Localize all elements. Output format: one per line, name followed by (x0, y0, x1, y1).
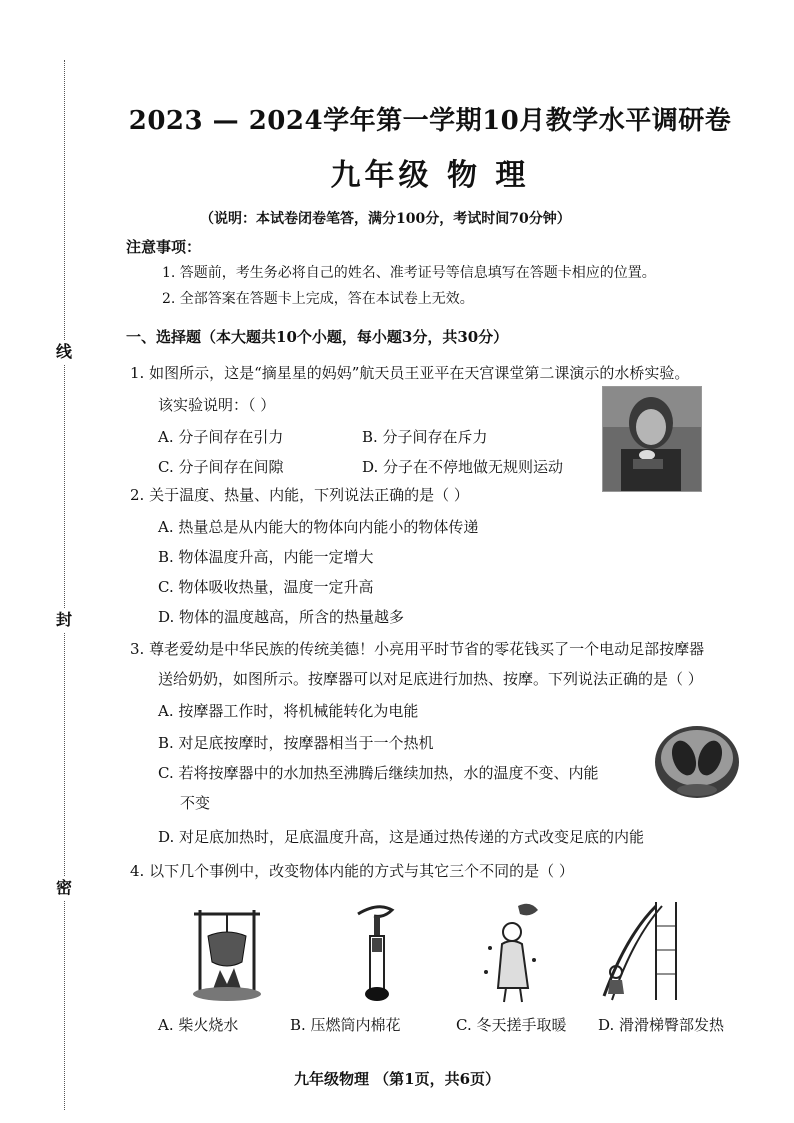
question-2-option-d: D. 物体的温度越高，所含的热量越多 (158, 608, 405, 626)
question-1-option-b: B. 分子间存在斥力 (362, 428, 488, 446)
question-4-option-a: A. 柴火烧水 (158, 1016, 239, 1034)
binding-label-line: 线 (52, 340, 76, 364)
exam-instructions-note: （说明：本试卷闭卷笔答，满分100分，考试时间70分钟） (200, 211, 571, 227)
exam-title: 2023 — 2024学年第一学期10月教学水平调研卷 (128, 106, 732, 136)
question-1-stem-continued: 该实验说明：（ ） (158, 396, 276, 414)
question-2-option-c: C. 物体吸收热量，温度一定升高 (158, 578, 374, 596)
question-3-option-d: D. 对足底加热时，足底温度升高，这是通过热传递的方式改变足底的内能 (158, 828, 645, 846)
exam-subject: 九年级 物 理 (330, 158, 530, 193)
question-3-stem: 3. 尊老爱幼是中华民族的传统美德！小亮用平时节省的零花钱买了一个电动足部按摩器 (130, 640, 705, 658)
question-3-option-a: A. 按摩器工作时，将机械能转化为电能 (158, 702, 419, 720)
binding-label-seal: 封 (52, 608, 76, 632)
question-2-option-b: B. 物体温度升高，内能一定增大 (158, 548, 374, 566)
question-1-option-d: D. 分子在不停地做无规则运动 (362, 458, 564, 476)
binding-label-dense: 密 (52, 876, 76, 900)
binding-dotted-line (64, 60, 65, 1110)
page-footer: 九年级物理 （第1页，共6页） (293, 1070, 501, 1088)
question-4-option-d: D. 滑滑梯臀部发热 (598, 1016, 725, 1034)
notice-item-2: 2. 全部答案在答题卡上完成，答在本试卷上无效。 (162, 291, 474, 307)
question-3-option-c: C. 若将按摩器中的水加热至沸腾后继续加热，水的温度不变、内能 (158, 764, 599, 782)
slide-figure (596, 896, 688, 1006)
question-1-stem: 1. 如图所示，这是“摘星星的妈妈”航天员王亚平在天宫课堂第二课演示的水桥实验。 (130, 364, 690, 382)
question-1-option-c: C. 分子间存在间隙 (158, 458, 284, 476)
astronaut-photo-figure (602, 386, 702, 492)
notice-item-1: 1. 答题前，考生务必将自己的姓名、准考证号等信息填写在答题卡相应的位置。 (162, 265, 656, 281)
question-2-stem: 2. 关于温度、热量、内能，下列说法正确的是（ ） (130, 486, 469, 504)
question-3-option-c-continued: 不变 (180, 794, 211, 812)
question-1-option-a: A. 分子间存在引力 (158, 428, 284, 446)
notice-heading: 注意事项： (126, 238, 202, 256)
question-4-option-c: C. 冬天搓手取暖 (456, 1016, 567, 1034)
campfire-boiling-water-figure (186, 900, 268, 1004)
rubbing-hands-figure (472, 898, 554, 1008)
question-4-stem: 4. 以下几个事例中，改变物体内能的方式与其它三个不同的是（ ） (130, 862, 574, 880)
foot-massager-figure (652, 716, 742, 802)
section-title: 一、选择题（本大题共10个小题，每小题3分，共30分） (126, 328, 509, 346)
question-2-option-a: A. 热量总是从内能大的物体向内能小的物体传递 (158, 518, 479, 536)
air-compression-tube-figure (348, 900, 408, 1004)
question-3-stem-continued: 送给奶奶，如图所示。按摩器可以对足底进行加热、按摩。下列说法正确的是（ ） (158, 670, 703, 688)
question-4-option-b: B. 压燃筒内棉花 (290, 1016, 401, 1034)
question-3-option-b: B. 对足底按摩时，按摩器相当于一个热机 (158, 734, 434, 752)
